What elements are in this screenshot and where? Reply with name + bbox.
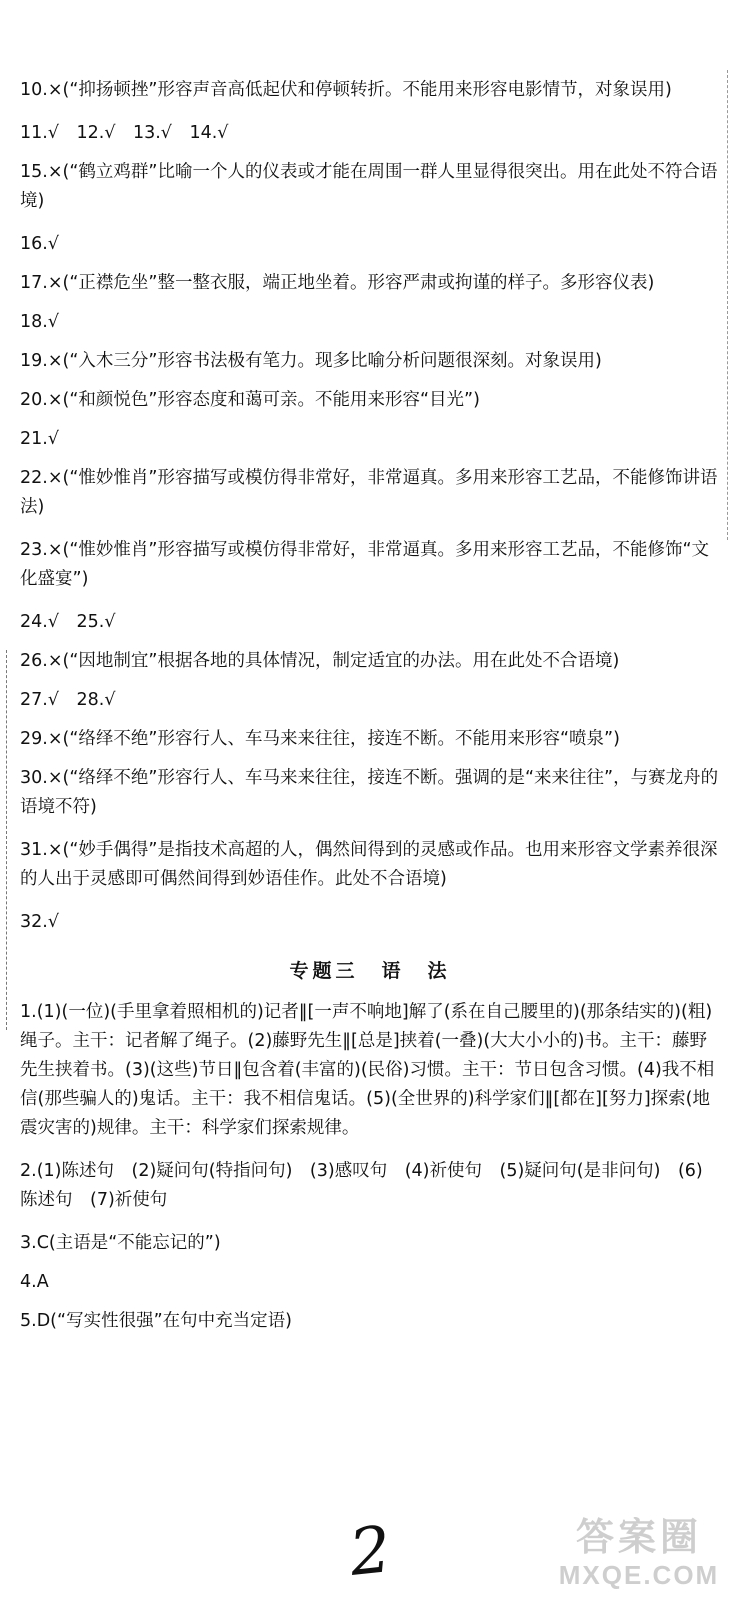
answer-item-15: 15.×(“鹤立鸡群”比喻一个人的仪表或才能在周围一群人里显得很突出。用在此处不符合语境) [20, 162, 718, 211]
answer-item-32: 32.√ [20, 912, 59, 932]
answer-item-10: 10.×(“抑扬顿挫”形容声音高低起伏和停顿转折。不能用来形容电影情节，对象误用) [20, 80, 672, 100]
answer-item-24-25: 24.√ 25.√ [20, 612, 116, 632]
answer-item-16: 16.√ [20, 234, 59, 254]
answer-item-19: 19.×(“入木三分”形容书法极有笔力。现多比喻分析问题很深刻。对象误用) [20, 351, 602, 371]
answer-item-11-14: 11.√ 12.√ 13.√ 14.√ [20, 123, 229, 143]
grammar-item-5: 5.D(“写实性很强”在句中充当定语) [20, 1311, 292, 1331]
answer-item-21: 21.√ [20, 429, 59, 449]
answer-item-27-28: 27.√ 28.√ [20, 690, 116, 710]
grammar-item-4: 4.A [20, 1272, 49, 1292]
answer-item-31: 31.×(“妙手偶得”是指技术高超的人，偶然间得到的灵感或作品。也用来形容文学素养很深的人出于灵感即可偶然间得到妙语佳作。此处不合语境) [20, 840, 718, 889]
handwritten-page-number: 2 [346, 1513, 395, 1591]
answer-item-22: 22.×(“惟妙惟肖”形容描写或模仿得非常好，非常逼真。多用来形容工艺品，不能修饰讲语法) [20, 468, 718, 517]
section-title: 专题三 语 法 [289, 960, 451, 982]
answer-item-30: 30.×(“络绎不绝”形容行人、车马来来往往，接连不断。强调的是“来来往往”，与赛龙舟的语境不符) [20, 768, 719, 817]
grammar-item-3: 3.C(主语是“不能忘记的”) [20, 1233, 221, 1253]
grammar-item-2: 2.(1)陈述句 (2)疑问句(特指问句) (3)感叹句 (4)祈使句 (5)疑问句(是非问句) (6)陈述句 (7)祈使句 [20, 1161, 703, 1210]
watermark-logo [544, 1516, 734, 1596]
answer-item-18: 18.√ [20, 312, 59, 332]
watermark-bottom-text: MXQE.COM [558, 1560, 720, 1590]
answer-item-23: 23.×(“惟妙惟肖”形容描写或模仿得非常好，非常逼真。多用来形容工艺品，不能修饰“文化盛宴”) [20, 540, 710, 589]
margin-dashed-line-left [6, 650, 7, 1030]
grammar-item-1: 1.(1)(一位)(手里拿着照相机的)记者‖[一声不响地]解了(系在自己腰里的)(那条结实的)(粗)绳子。主干：记者解了绳子。(2)藤野先生‖[总是]挟着(一叠)(大大小小的)书。主干：藤野先生挟着书。(3)(这些)节日‖包含着(丰富的)(民俗)习惯。主干：节日包含习惯。(4)我不相信(那些骗人的)鬼话。主干：我不相信鬼话。(5)(全世界的)科学家们‖[都在][努力]探索(地震灾害的)规律。主干：科学家们探索规律。 [20, 1002, 715, 1138]
margin-dashed-line-right [727, 70, 728, 540]
answer-item-29: 29.×(“络绎不绝”形容行人、车马来来往往，接连不断。不能用来形容“喷泉”) [20, 729, 620, 749]
answer-item-26: 26.×(“因地制宜”根据各地的具体情况，制定适宜的办法。用在此处不合语境) [20, 651, 620, 671]
answer-item-17: 17.×(“正襟危坐”整一整衣服，端正地坐着。形容严肃或拘谨的样子。多形容仪表) [20, 273, 655, 293]
answer-content [20, 76, 720, 1346]
answer-item-20: 20.×(“和颜悦色”形容态度和蔼可亲。不能用来形容“目光”) [20, 390, 480, 410]
watermark-top-text: 答案圈 [575, 1517, 702, 1559]
